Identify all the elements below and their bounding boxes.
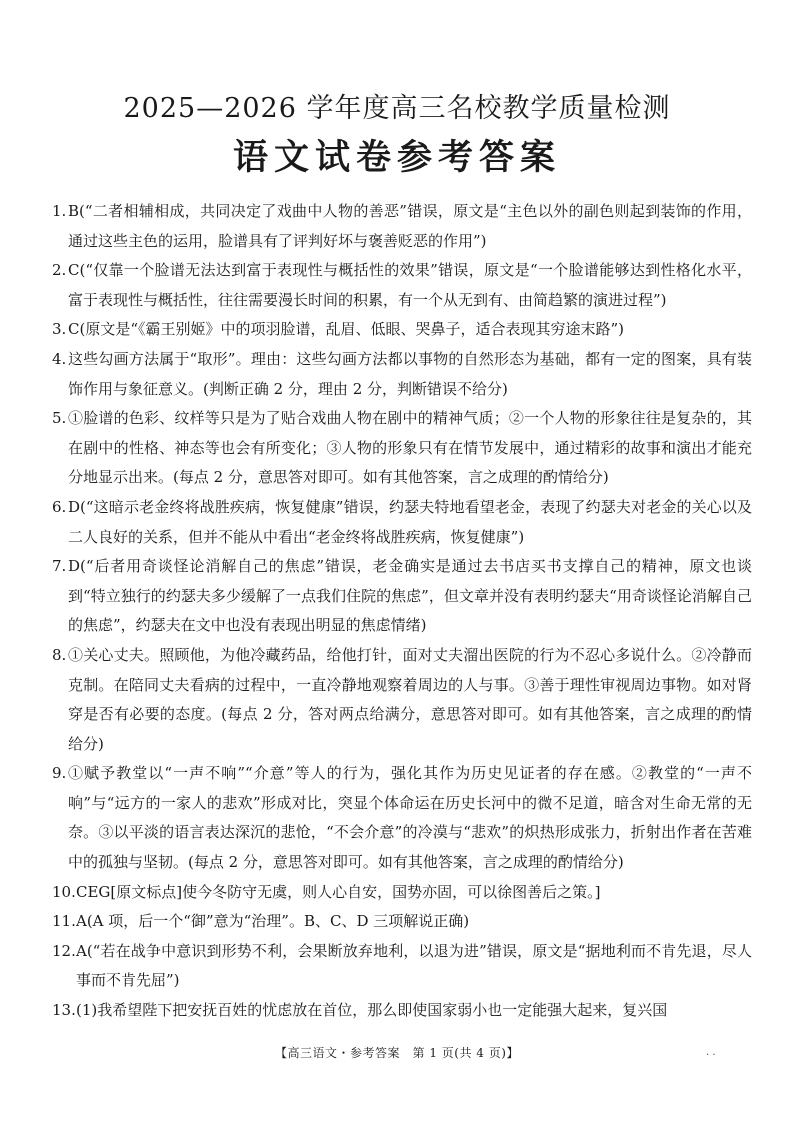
answer-text: 这些勾画方法属于“取形”。理由：这些勾画方法都以事物的自然形态为基础，都有一定的图案，具有装饰作用与象征意义。(判断正确 2 分，理由 2 分，判断错误不给分) xyxy=(68,349,752,398)
answer-text: D(“后者用奇谈怪论消解自己的焦虑”错误，老金确实是通过去书店买书支撑自己的精神，原文也谈到“特立独行的约瑟夫多少缓解了一点我们住院的焦虑”，但文章并没有表明约瑟夫“用奇谈怪论消解自己的焦虑”，约瑟夫在文中也没有表现出明显的焦虑情绪) xyxy=(68,557,752,635)
answer-key-title: 语文试卷参考答案 xyxy=(232,137,561,178)
answer-item-2 xyxy=(52,256,752,315)
answer-list xyxy=(52,197,752,1026)
answer-text: D(“这暗示老金终将战胜疾病，恢复健康”错误，约瑟夫特地看望老金，表现了约瑟夫对老金的关心以及二人良好的关系，但并不能从中看出“老金终将战胜疾病，恢复健康”) xyxy=(68,497,752,546)
answer-text: B(“二者相辅相成，共同决定了戏曲中人物的善恶”错误，原文是“主色以外的副色则起到装饰的作用，通过这些主色的运用，脸谱具有了评判好坏与褒善贬恶的作用”) xyxy=(68,202,752,250)
answer-item-6 xyxy=(52,493,752,552)
answer-item-8 xyxy=(52,641,752,759)
answer-number: 12. xyxy=(52,941,76,960)
answer-number: 13. xyxy=(52,1001,76,1020)
answer-item-11 xyxy=(52,907,752,937)
answer-text: ①赋予教堂以“一声不响”“介意”等人的行为，强化其作为历史见证者的存在感。②教堂的“一声不响”与“远方的一家人的悲欢”形成对比，突显个体命运在历史长河中的微不足道，暗含对生命无常的无奈。③以平淡的语言表达深沉的悲怆，“不会介意”的冷漠与“悲欢”的炽热形成张力，折射出作者在苦难中的孤独与坚韧。(每点 2 分，意思答对即可。如有其他答案，言之成理的酌情给分) xyxy=(68,764,752,872)
answer-text: (1)我希望陛下把安抚百姓的忧虑放在首位，那么即使国家弱小也一定能强大起来，复兴国 xyxy=(76,1001,668,1020)
exam-title: 2025—2026 学年度高三名校教学质量检测 xyxy=(123,93,671,124)
answer-text: CEG[原文标点]使今冬防守无虞，则人心自安，国势亦固，可以徐图善后之策。] xyxy=(76,882,601,901)
answer-number: 11. xyxy=(52,912,76,931)
answer-item-4 xyxy=(52,345,752,404)
answer-text: ①脸谱的色彩、纹样等只是为了贴合戏曲人物在剧中的精神气质；②一个人物的形象往往是复杂的，其在剧中的性格、神态等也会有所变化；③人物的形象只有在情节发展中，通过精彩的故事和演出才能充分地显示出来。(每点 2 分，意思答对即可。如有其他答案，言之成理的酌情给分) xyxy=(68,409,752,487)
answer-number: 4. xyxy=(52,349,67,368)
answer-text: A(“若在战争中意识到形势不利，会果断放弃地利，以退为进”错误，原文是“据地利而不肯先退，尽人事而不肯先屈”) xyxy=(76,941,752,990)
answer-item-3 xyxy=(52,315,752,345)
answer-number: 9. xyxy=(52,764,67,783)
answer-item-12 xyxy=(52,937,752,996)
answer-item-7 xyxy=(52,552,752,641)
corner-mark: · · xyxy=(706,1050,716,1061)
answer-item-9 xyxy=(52,759,752,877)
answer-text: C(“仅靠一个脸谱无法达到富于表现性与概括性的效果”错误，原文是“一个脸谱能够达到性格化水平，富于表现性与概括性，往往需要漫长时间的积累，有一个从无到有、由简趋繁的演进过程”) xyxy=(68,261,752,309)
answer-text: ①关心丈夫。照顾他，为他冷藏药品，给他打针，面对丈夫溜出医院的行为不忍心多说什么。②冷静而克制。在陪同丈夫看病的过程中，一直冷静地观察着周边的人与事。③善于理性审视周边事物。如对肾穿是否有必要的态度。(每点 2 分，答对两点给满分，意思答对即可。如有其他答案，言之成理的酌情给分) xyxy=(68,645,752,753)
answer-number: 2. xyxy=(52,261,67,280)
answer-item-13 xyxy=(52,996,752,1026)
answer-text: C(原文是“《霸王别姬》中的项羽脸谱，乱眉、低眼、哭鼻子，适合表现其穷途末路”) xyxy=(68,320,625,339)
answer-number: 10. xyxy=(52,882,76,901)
answer-text: A(A 项，后一个“御”意为“治理”。B、C、D 三项解说正确) xyxy=(76,912,470,931)
answer-number: 7. xyxy=(52,557,67,576)
page-footer: 【高三语文・参考答案 第 1 页(共 4 页)】 xyxy=(275,1046,519,1060)
answer-number: 3. xyxy=(52,320,67,339)
answer-number: 5. xyxy=(52,409,67,428)
answer-item-1 xyxy=(52,197,752,256)
answer-number: 8. xyxy=(52,645,67,664)
answer-number: 1. xyxy=(52,202,67,220)
answer-item-10 xyxy=(52,878,752,908)
answer-number: 6. xyxy=(52,497,67,516)
answer-item-5 xyxy=(52,404,752,493)
